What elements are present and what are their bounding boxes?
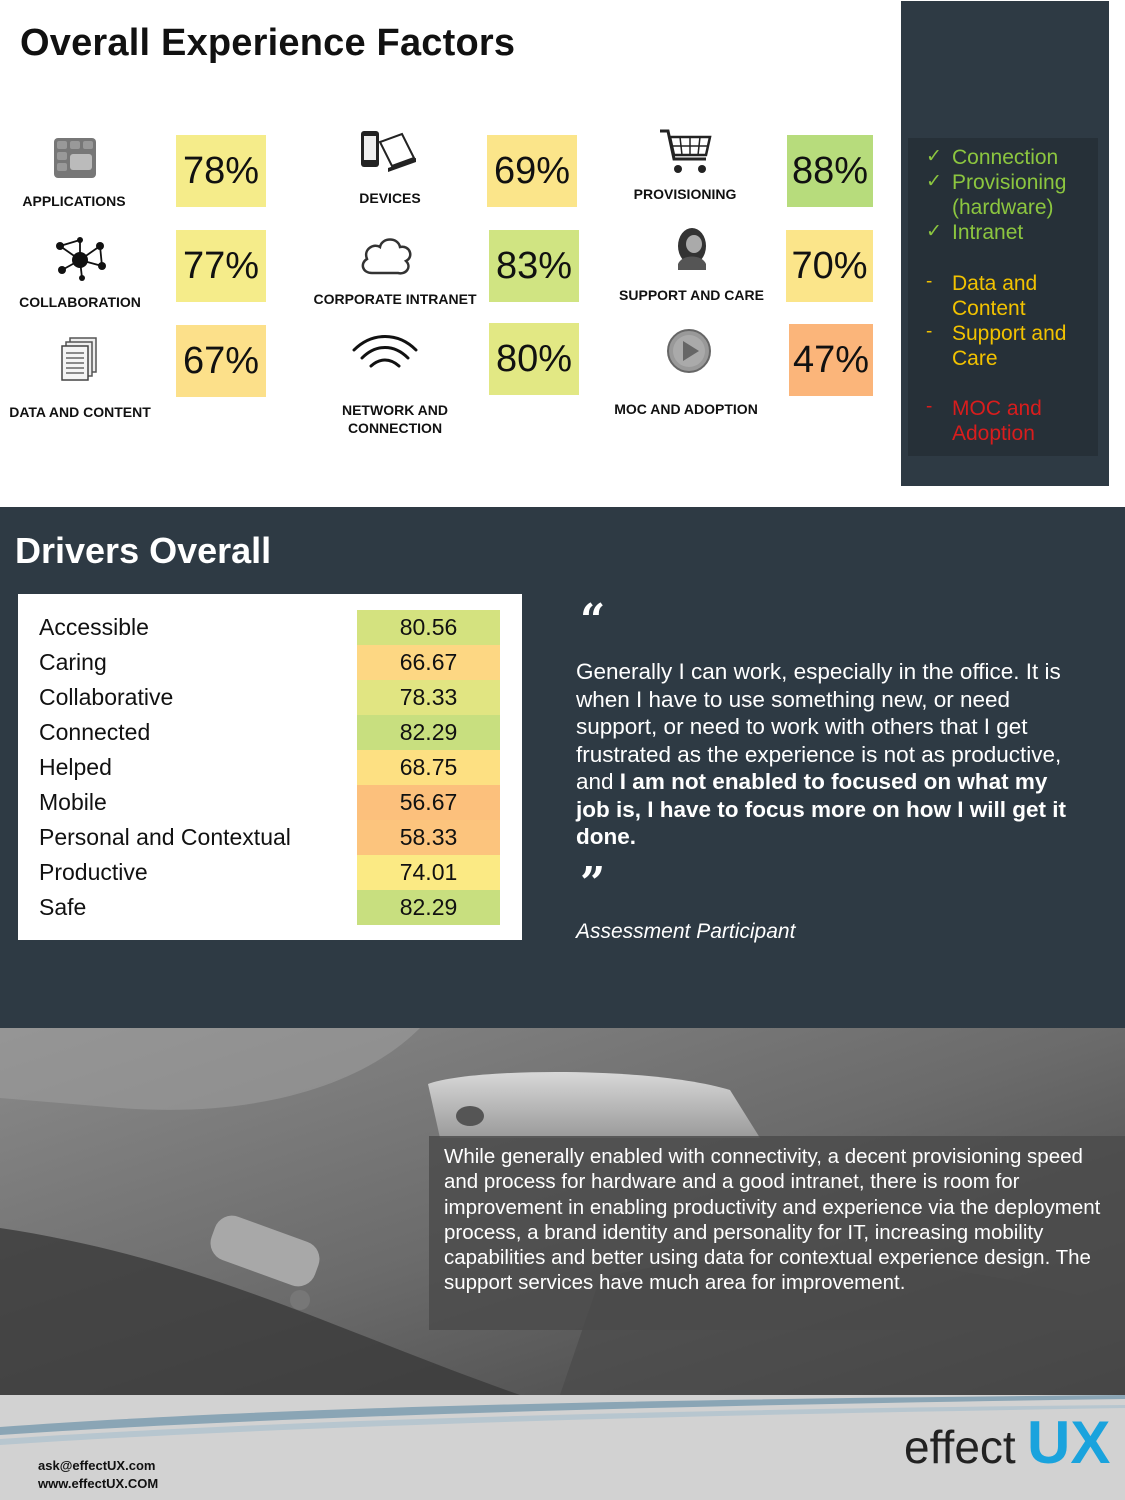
factor-value-applications: 78% xyxy=(176,135,266,207)
dash-icon: - xyxy=(926,271,933,292)
driver-label: Helped xyxy=(39,754,112,780)
driver-value: 82.29 xyxy=(357,890,500,925)
factor-label-moc-and-adoption: MOC AND ADOPTION xyxy=(614,401,758,417)
dash-icon: - xyxy=(926,321,933,342)
factor-label-support-and-care: SUPPORT AND CARE xyxy=(619,287,764,303)
factor-label-data-and-content: DATA AND CONTENT xyxy=(9,404,151,420)
driver-value: 82.29 xyxy=(357,715,500,750)
driver-value: 68.75 xyxy=(357,750,500,785)
neutral-item-support-and-care: Support and Care xyxy=(952,322,1067,370)
participant-quote xyxy=(576,658,1086,851)
factor-value-corporate-intranet: 83% xyxy=(489,230,579,302)
devices-icon xyxy=(358,128,418,180)
factor-value-collaboration: 77% xyxy=(176,230,266,302)
support-agent-icon xyxy=(672,224,712,272)
driver-value: 66.67 xyxy=(357,645,500,680)
close-quote-icon: ” xyxy=(580,858,606,909)
driver-label: Safe xyxy=(39,894,87,920)
dash-icon: - xyxy=(926,396,933,417)
calculator-icon xyxy=(52,134,98,182)
documents-icon xyxy=(60,336,100,384)
factor-value-provisioning: 88% xyxy=(787,135,873,207)
play-button-icon xyxy=(666,328,712,374)
brand-logo-effect: effect xyxy=(904,1421,1016,1473)
quote-author: Assessment Participant xyxy=(576,920,796,943)
driver-value: 80.56 xyxy=(357,610,500,645)
factor-value-devices: 69% xyxy=(487,135,577,207)
wifi-icon xyxy=(350,334,420,372)
driver-label: Collaborative xyxy=(39,684,174,710)
brand-logo-ux: UX xyxy=(1027,1409,1111,1476)
positive-item-provisioning: Provisioning (hardware) xyxy=(952,171,1067,219)
driver-label: Personal and Contextual xyxy=(39,824,291,850)
check-icon: ✓ xyxy=(926,146,942,167)
neutral-item-data-and-content: Data and Content xyxy=(952,272,1038,320)
shopping-cart-icon xyxy=(658,127,714,177)
factor-value-data-and-content: 67% xyxy=(176,325,266,397)
factor-value-moc-and-adoption: 47% xyxy=(789,324,873,396)
page-title: Overall Experience Factors xyxy=(20,22,516,64)
driver-value: 58.33 xyxy=(357,820,500,855)
drivers-title: Drivers Overall xyxy=(15,530,272,571)
factor-label-network-and-connection: NETWORK AND CONNECTION xyxy=(341,402,449,436)
factor-label-devices: DEVICES xyxy=(359,190,421,206)
quote-text-plain: Generally I can work, especially in the office. It is when I have to use something new, or need support, or need to work with others that I get frustrated as the experience is not as productive, and xyxy=(576,659,1062,794)
factor-label-collaboration: COLLABORATION xyxy=(19,294,141,310)
factor-label-provisioning: PROVISIONING xyxy=(633,186,737,202)
driver-label: Connected xyxy=(39,719,151,745)
factor-label-corporate-intranet: CORPORATE INTRANET xyxy=(313,291,477,307)
driver-label: Caring xyxy=(39,649,107,675)
quote-text-emphasis: I am not enabled to focused on what my job is, I have to focus more on how I will get it done. xyxy=(576,769,1067,849)
driver-value: 56.67 xyxy=(357,785,500,820)
open-quote-icon: “ xyxy=(580,595,606,646)
contact-email[interactable]: ask@effectUX.com xyxy=(38,1458,156,1473)
driver-label: Productive xyxy=(39,859,148,885)
check-icon: ✓ xyxy=(926,171,942,192)
summary-text: While generally enabled with connectivity, a decent provisioning speed and process for hardware and a good intranet, there is room for improvement in enabling productivity and experience via the deployment process, a brand identity and personality for IT, increasing mobility capabilities and better using data for contextual experience design. The support services have much area for improvement. xyxy=(444,1145,1101,1295)
check-icon: ✓ xyxy=(926,221,942,242)
factor-value-network-and-connection: 80% xyxy=(489,323,579,395)
driver-label: Mobile xyxy=(39,789,107,815)
driver-label: Accessible xyxy=(39,614,149,640)
driver-value: 74.01 xyxy=(357,855,500,890)
factor-label-applications: APPLICATIONS xyxy=(22,193,126,209)
positive-item-connection: Connection xyxy=(952,146,1059,169)
factor-value-support-and-care: 70% xyxy=(786,230,873,302)
network-icon xyxy=(52,236,110,282)
driver-value: 78.33 xyxy=(357,680,500,715)
cloud-icon xyxy=(358,233,414,279)
positive-item-intranet: Intranet xyxy=(952,221,1024,244)
negative-item-moc-and-adoption: MOC and Adoption xyxy=(952,397,1042,445)
contact-website[interactable]: www.effectUX.COM xyxy=(38,1476,159,1491)
